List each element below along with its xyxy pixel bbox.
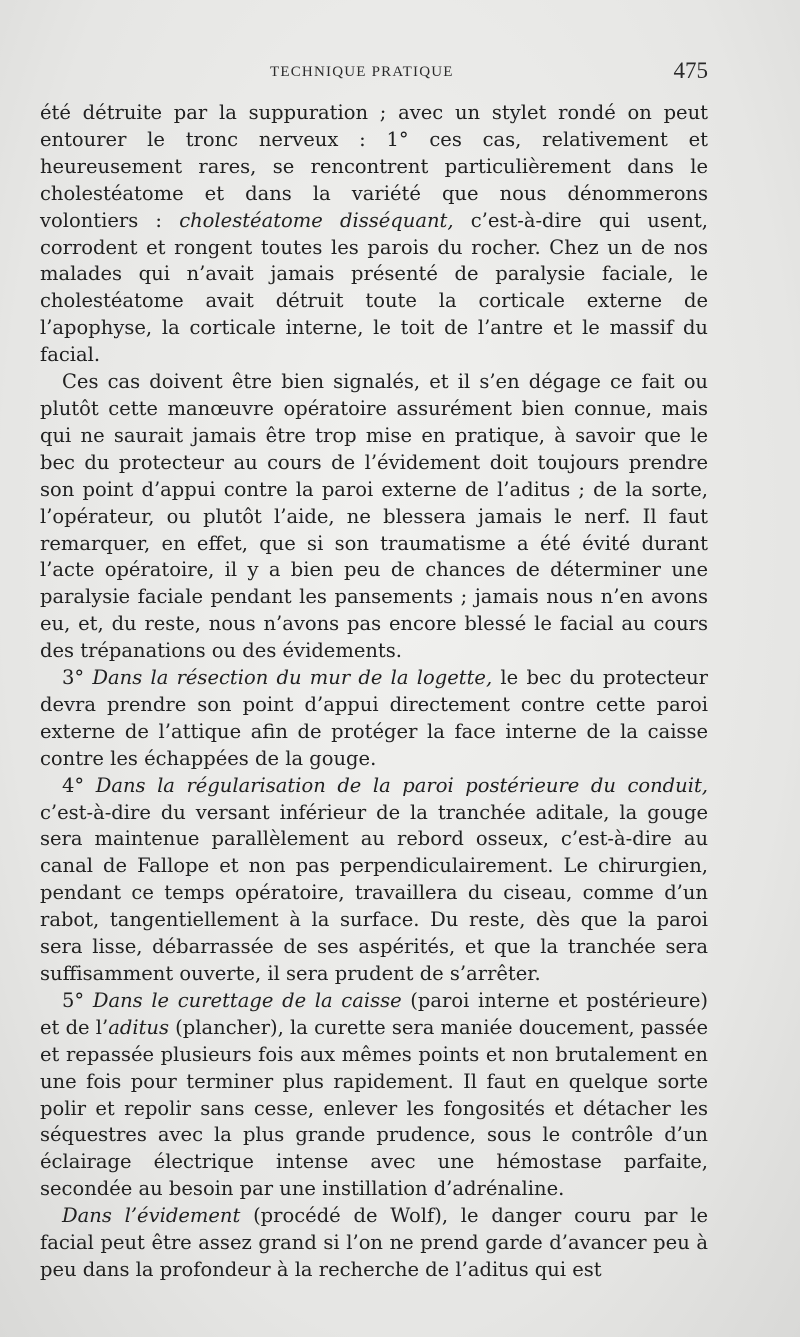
running-head-title: TECHNIQUE PRATIQUE (270, 64, 454, 80)
paragraph (40, 773, 708, 988)
paragraph (40, 988, 708, 1203)
text-run: c’est-à-dire qui usent, corrodent et rongent toutes les parois du rocher. Chez un de nos malades qui n’avait jamais présenté de paralysie faciale, le cholestéatome avait détruit toute la corticale externe de l’apophyse, la corticale interne, le toit de l’antre et le massif du facial. (40, 208, 708, 367)
text-run: 5° (62, 988, 93, 1012)
paragraph (40, 665, 708, 773)
italic-text: Dans la résection du mur de la logette, (92, 666, 493, 690)
italic-text: aditus (108, 1015, 169, 1039)
text-run: 4° (62, 773, 96, 797)
italic-text: Dans l’évidement (62, 1204, 241, 1228)
text-run: Ces cas doivent être bien signalés, et il s’en dégage ce fait ou plutôt cette manœuvre opératoire assurément bien connue, mais qui ne saurait jamais être trop mise en pratique, à savoir que le bec du protecteur au cours de l’évidement doit toujours prendre son point d’appui contre la paroi externe de l’aditus ; de la sorte, l’opérateur, ou plutôt l’aide, ne blessera jamais le nerf. Il faut remarquer, en effet, que si son traumatisme a été évité durant l’acte opératoire, il y a bien peu de chances de déterminer une paralysie faciale pendant les pansements ; jamais nous n’en avons eu, et, du reste, nous n’avons pas encore blessé le facial au cours des trépanations ou des évidements. (40, 370, 708, 663)
text-run: été détruite par la suppuration ; avec un stylet rondé on peut entourer le tronc nerveux : 1° ces cas, relativement et heureusement rares, se rencontrent particulièrement dans le cholestéatome et dans la variété que nous dénommerons volontiers : (40, 101, 708, 232)
italic-text: cholestéatome disséquant, (179, 208, 454, 232)
text-run: (plancher), la curette sera maniée doucement, passée et repassée plusieurs fois aux mêmes points et non brutalement en une fois pour terminer plus rapidement. Il faut en quelque sorte polir et repolir sans cesse, enlever les fongosités et détacher les séquestres avec la plus grande prudence, sous le contrôle d’un éclairage électrique intense avec une hémostase parfaite, secondée au besoin par une instillation d’adrénaline. (40, 1015, 709, 1201)
running-head (40, 56, 708, 90)
italic-text: Dans le curettage de la caisse (92, 988, 402, 1012)
paragraph (40, 1203, 708, 1284)
paragraph (40, 100, 708, 369)
text-run: le bec du protecteur devra prendre son point d’appui directement contre cette paroi externe de l’attique afin de protéger la face interne de la caisse contre les échappées de la gouge. (40, 666, 709, 770)
paragraph (40, 369, 708, 665)
page-number: 475 (673, 58, 708, 83)
italic-text: Dans la régularisation de la paroi postérieure du conduit, (95, 773, 708, 797)
text-run: c’est-à-dire du versant inférieur de la tranchée aditale, la gouge sera maintenue parallèlement au rebord osseux, c’est-à-dire au canal de Fallope et non pas perpendiculairement. Le chirurgien, pendant ce temps opératoire, travaillera du ciseau, comme d’un rabot, tangentiellement à la surface. Du reste, dès que la paroi sera lisse, débarrassée de ses aspérités, et que la tranchée sera suffisamment ouverte, il sera prudent de s’arrêter. (40, 800, 708, 985)
text-run: 3° (62, 666, 93, 690)
body-text (40, 100, 708, 1284)
text-run: (procédé de Wolf), le danger couru par le facial peut être assez grand si l’on ne prend garde d’avancer peu à peu dans la profondeur à la recherche de l’aditus qui est (40, 1204, 709, 1281)
text-run: (paroi interne et postérieure) et de l’ (40, 988, 709, 1039)
